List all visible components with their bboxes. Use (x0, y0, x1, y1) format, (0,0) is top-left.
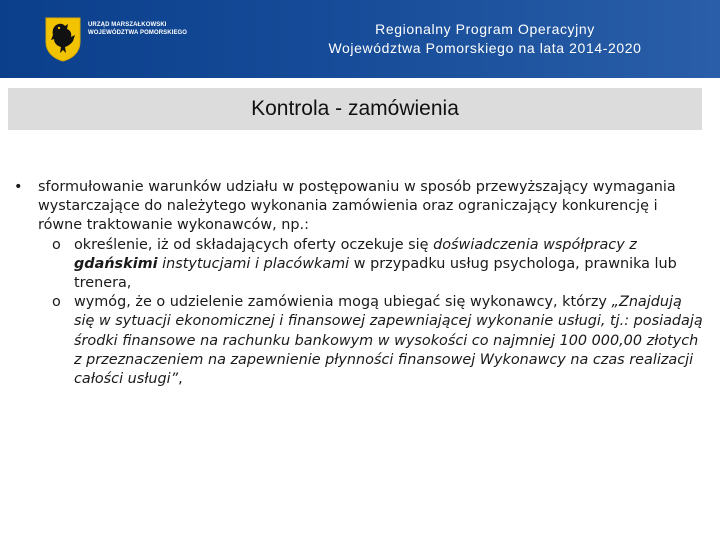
logo-text (88, 21, 187, 37)
bullet-symbol: • (14, 179, 23, 195)
sub1-text-1: określenie, iż od składających oferty oczekuje się (74, 236, 434, 253)
sub-symbol: o (52, 294, 61, 311)
sub-item-1 (14, 236, 704, 294)
slide-content (14, 178, 704, 389)
sub1-text-4: instytucjami i placówkami (157, 255, 350, 272)
program-title-line-1: Regionalny Program Operacyjny (375, 21, 595, 37)
program-title (260, 20, 710, 58)
bullet-item (14, 178, 704, 236)
sub1-text-2: doświadczenia współpracy z (433, 236, 637, 253)
logo-text-line-2: WOJEWÓDZTWA POMORSKIEGO (88, 30, 188, 36)
slide-title-bar (8, 88, 702, 130)
sub1-text-3: gdańskimi (74, 255, 158, 272)
slide-title: Kontrola - zamówienia (251, 97, 459, 120)
logo-text-line-1: URZĄD MARSZAŁKOWSKI (88, 22, 167, 28)
sub1-text-5: w przypadku usług psychologa, prawnika lub trenera, (74, 255, 677, 292)
sub-item-2 (14, 293, 704, 389)
sub2-text-2: „Znajdują się w sytuacji ekonomicznej i finansowej zapewniającej wykonanie usługi, tj.: posiadają środki finansowe na rachunku bankowym w wysokości co najmniej 100 000,00 złotych z przeznaczeniem na zapewnienie płynności finansowej Wykonawcy na czas realizacji całości usługi” (74, 294, 703, 388)
sub-symbol: o (52, 236, 61, 253)
bullet-text: sformułowanie warunków udziału w postępowaniu w sposób przewyższający wymagania wystarczające do należytego wykonania zamówienia oraz ograniczający konkurencję i równe traktowanie wykonawców, np.: (38, 179, 676, 234)
pomorskie-griffin-logo-icon (44, 16, 82, 62)
sub2-text-1: wymóg, że o udzielenie zamówienia mogą ubiegać się wykonawcy, którzy (74, 294, 612, 311)
program-title-line-2: Województwa Pomorskiego na lata 2014-2020 (328, 40, 642, 56)
sub2-text-3: , (178, 371, 183, 388)
header-banner (0, 0, 720, 78)
